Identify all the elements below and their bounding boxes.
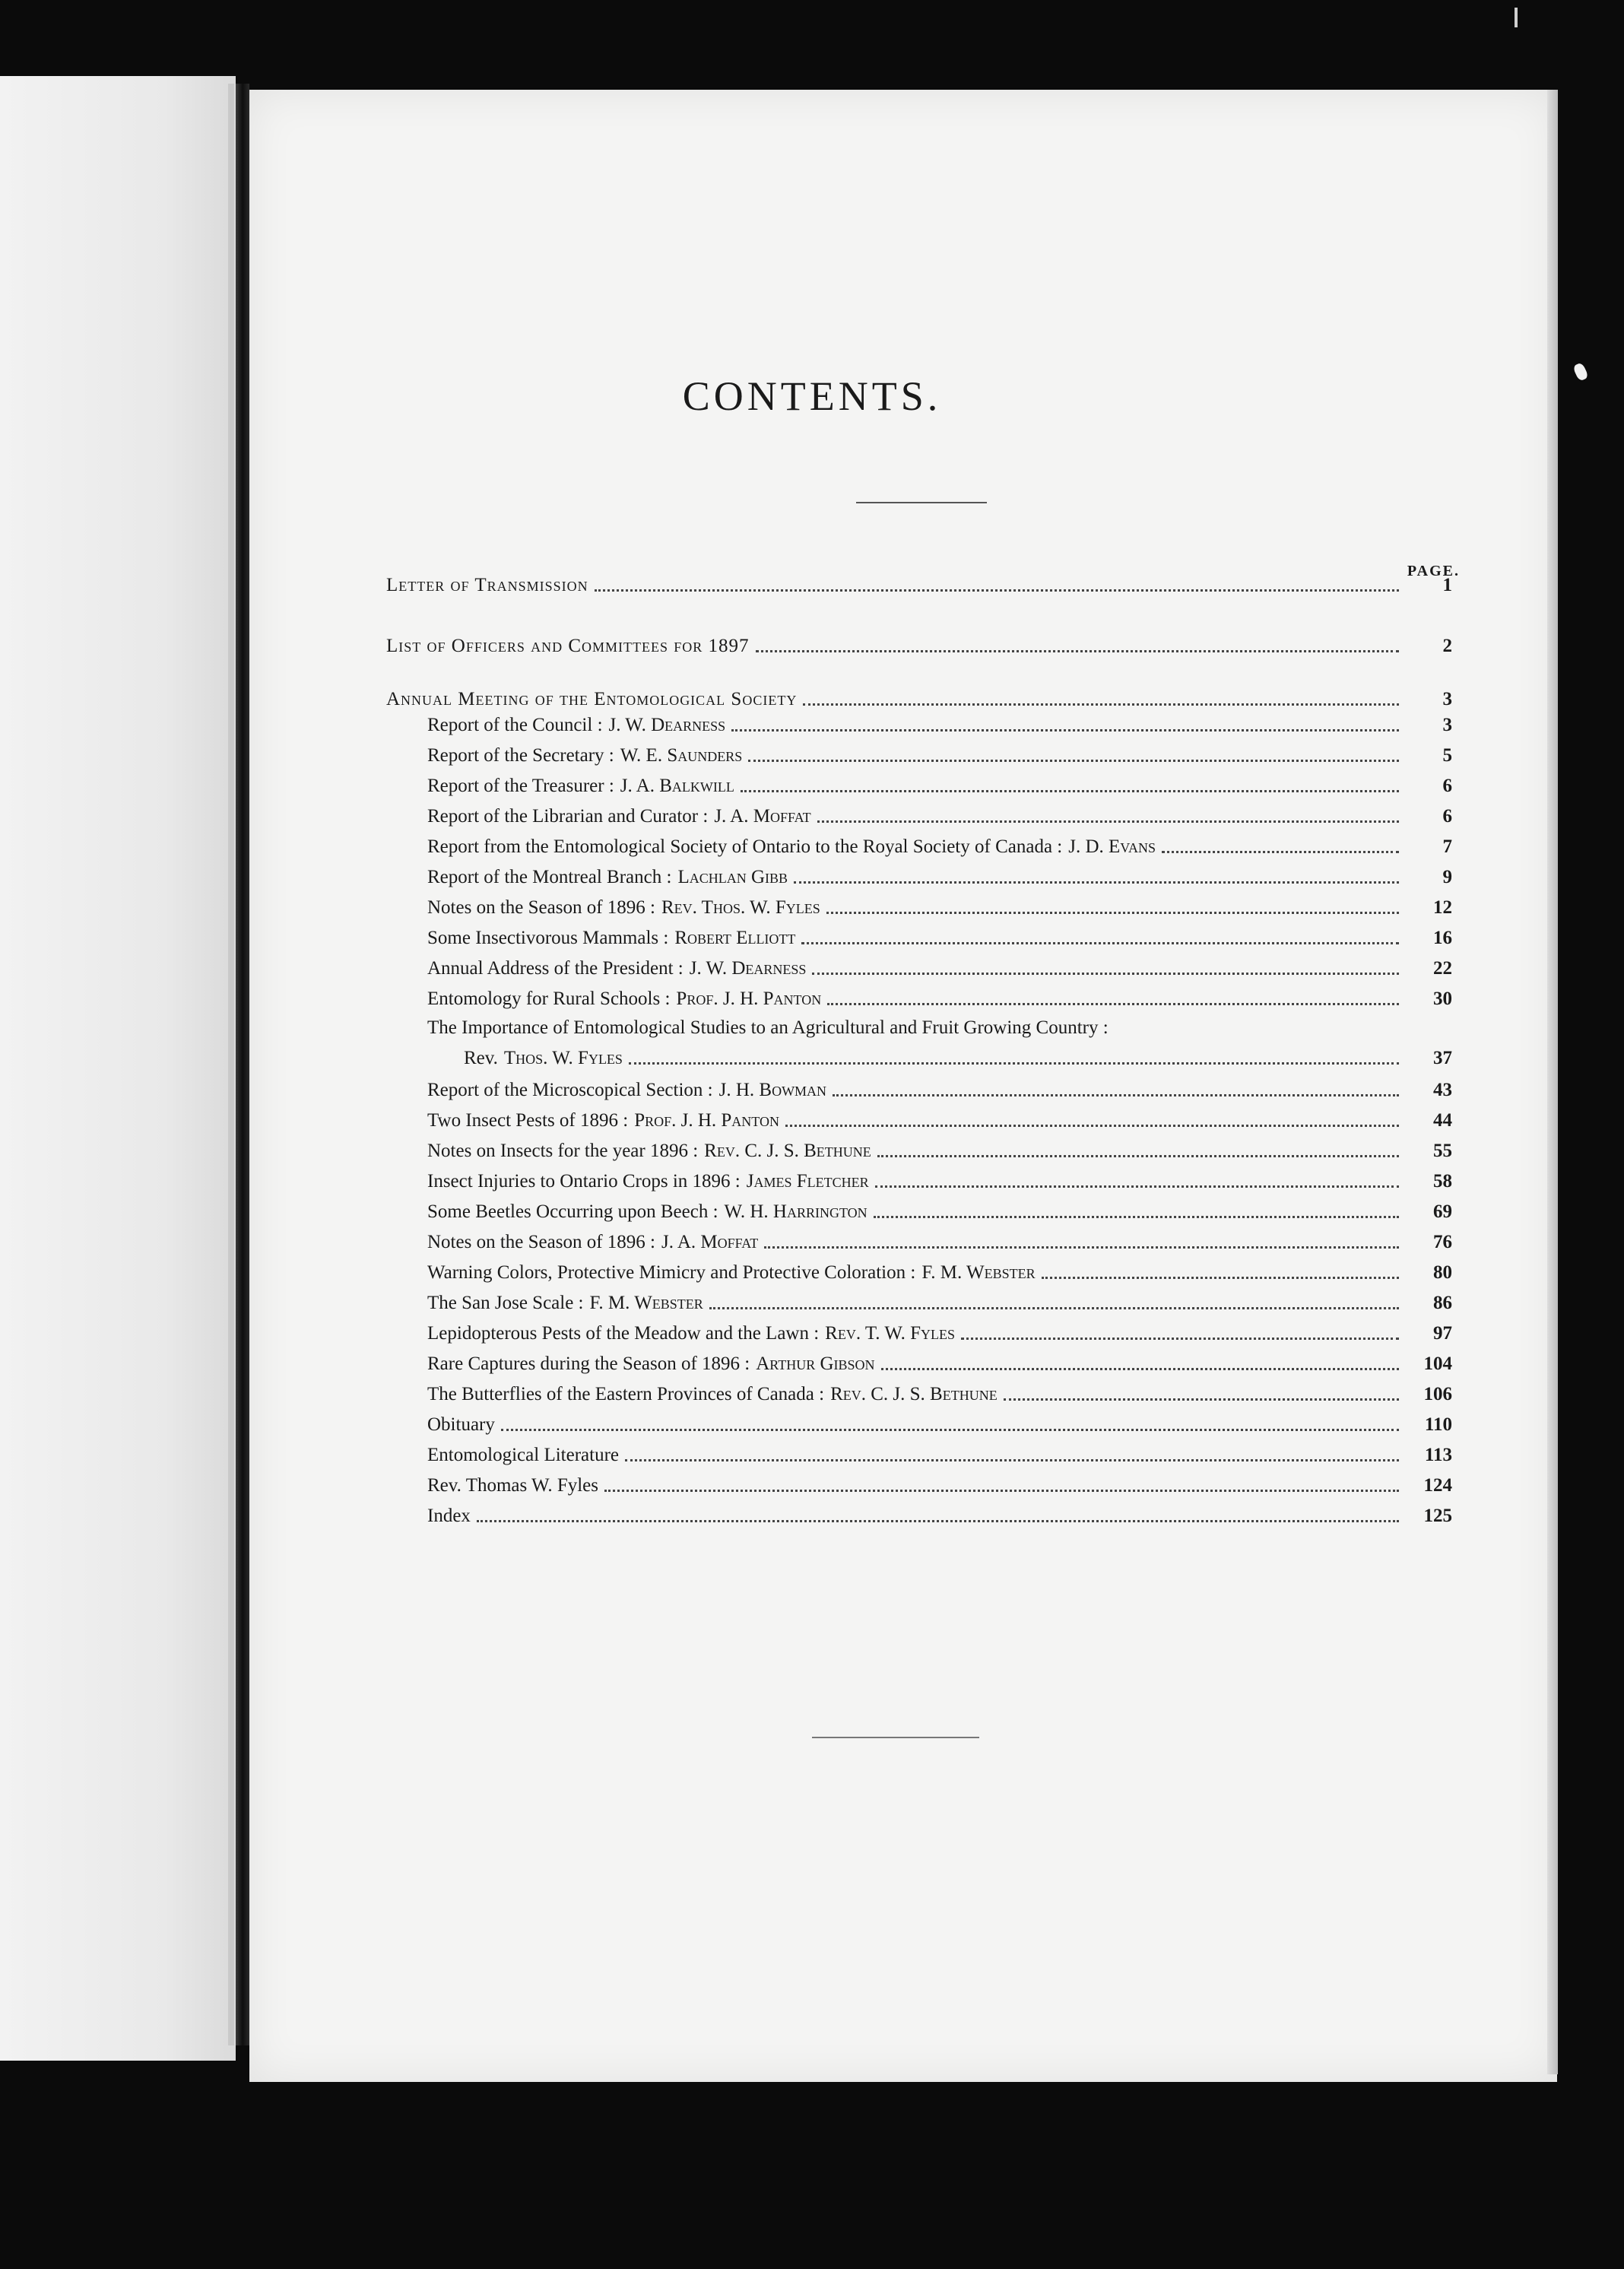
toc-entry-author: Rev. C. J. S. Bethune (830, 1384, 998, 1404)
page-title: CONTENTS. (682, 373, 942, 419)
toc-entry-title: Notes on the Season of 1896 : (427, 897, 655, 918)
toc-entry-title: Letter of Transmission (386, 575, 588, 595)
toc-entry-author: W. H. Harrington (724, 1201, 868, 1222)
toc-entry-title: Rev. Thomas W. Fyles (427, 1475, 599, 1496)
dot-leader (794, 881, 1399, 884)
toc-entry-page: 86 (1433, 1293, 1452, 1313)
toc-entry (427, 1290, 1452, 1315)
dot-leader (875, 1185, 1399, 1188)
dot-leader (709, 1307, 1399, 1309)
toc-entry (427, 1259, 1452, 1285)
toc-entry-author: J. W. Dearness (689, 958, 807, 979)
toc-entry-page: 44 (1433, 1110, 1452, 1131)
toc-entry-title: Two Insect Pests of 1896 : (427, 1110, 629, 1131)
toc-entry-page: 110 (1424, 1414, 1452, 1435)
toc-entry-page: 1 (1442, 575, 1452, 595)
dot-leader (1042, 1277, 1399, 1279)
toc-entry-page: 69 (1433, 1201, 1452, 1222)
toc-entry-title: Warning Colors, Protective Mimicry and Protective Coloration : (427, 1262, 916, 1283)
toc-entry-page: 7 (1442, 836, 1452, 857)
toc-entry-title: Rev. (464, 1048, 498, 1068)
toc-entry-page: 3 (1442, 715, 1452, 735)
toc-entry (386, 633, 1452, 658)
page-column-label: PAGE. (1407, 563, 1460, 579)
toc-entry-title: Report of the Montreal Branch : (427, 867, 672, 887)
toc-entry-page: 55 (1433, 1141, 1452, 1161)
toc-entry (464, 1045, 1452, 1071)
toc-entry-title: Annual Address of the President : (427, 958, 684, 979)
toc-entry (427, 1350, 1452, 1376)
dot-leader (801, 942, 1399, 944)
toc-entry-author: J. W. Dearness (608, 715, 726, 735)
toc-entry (427, 1381, 1452, 1407)
toc-entry-page: 6 (1442, 806, 1452, 827)
toc-entry-author: Arthur Gibson (756, 1353, 875, 1374)
toc-entry-page: 104 (1423, 1353, 1452, 1374)
toc-entry-title: Rare Captures during the Season of 1896 : (427, 1353, 750, 1374)
toc-entry (427, 1138, 1452, 1163)
toc-entry-page: 12 (1433, 897, 1452, 918)
toc-entry-page: 9 (1442, 867, 1452, 887)
toc-entry (427, 925, 1452, 950)
toc-entry-page: 97 (1433, 1323, 1452, 1344)
toc-entry (427, 1229, 1452, 1255)
toc-entry-title: Obituary (427, 1414, 495, 1435)
toc-entry-title: Report of the Librarian and Curator : (427, 806, 709, 827)
toc-entry-title: Report of the Council : (427, 715, 603, 735)
dot-leader (785, 1125, 1399, 1127)
toc-entry-title: Insect Injuries to Ontario Crops in 1896 : (427, 1171, 741, 1192)
toc-entry (427, 712, 1452, 738)
toc-entry-title: Notes on Insects for the year 1896 : (427, 1141, 699, 1161)
toc-entry (427, 1442, 1452, 1468)
dot-leader (833, 1094, 1399, 1096)
dot-leader (961, 1338, 1399, 1340)
toc-entry-page: 113 (1424, 1445, 1452, 1465)
dot-leader (501, 1429, 1399, 1431)
toc-entry-page: 125 (1423, 1506, 1452, 1526)
dot-leader (826, 912, 1399, 914)
toc-entry-page: 37 (1433, 1048, 1452, 1068)
toc-entry-author: Lachlan Gibb (677, 867, 788, 887)
toc-entry (427, 1411, 1452, 1437)
toc-entry-author: Rev. Thos. W. Fyles (661, 897, 820, 918)
toc-entry-title: List of Officers and Committees for 1897 (386, 636, 750, 656)
toc-entry-title: Report from the Entomological Society of Ontario to the Royal Society of Canada : (427, 836, 1063, 857)
toc-entry (427, 985, 1452, 1011)
toc-entry (427, 1198, 1452, 1224)
dot-leader (803, 703, 1399, 706)
title-rule (856, 502, 987, 503)
toc-entry (427, 1320, 1452, 1346)
toc-entry-title: Lepidopterous Pests of the Meadow and the Lawn : (427, 1323, 820, 1344)
dot-leader (1162, 851, 1399, 853)
dot-leader (756, 650, 1399, 652)
toc-entry-page: 22 (1433, 958, 1452, 979)
toc-entry-title: Notes on the Season of 1896 : (427, 1232, 655, 1252)
toc-entry-title: Report of the Treasurer : (427, 776, 614, 796)
toc-entry (427, 1503, 1452, 1528)
toc-entry-author: J. A. Moffat (714, 806, 811, 827)
toc-entry-page: 5 (1442, 745, 1452, 766)
toc-entry (427, 864, 1452, 890)
toc-entry-page: 43 (1433, 1080, 1452, 1100)
toc-entry-page: 3 (1442, 689, 1452, 709)
toc-entry-author: J. H. Bowman (718, 1080, 827, 1100)
toc-entry-title: Index (427, 1506, 471, 1526)
toc-entry-page: 80 (1433, 1262, 1452, 1283)
toc-entry-title: Report of the Secretary : (427, 745, 614, 766)
toc-entry (427, 1107, 1452, 1133)
toc-entry-author: W. E. Saunders (620, 745, 743, 766)
toc-entry-title: Report of the Microscopical Section : (427, 1080, 713, 1100)
toc-entry-title: Some Beetles Occurring upon Beech : (427, 1201, 718, 1222)
toc-entry-title: Entomological Literature (427, 1445, 619, 1465)
bottom-rule (812, 1737, 979, 1738)
dot-leader (748, 760, 1399, 762)
toc-entry-title: Some Insectivorous Mammals : (427, 928, 669, 948)
toc-entry-author: F. M. Webster (589, 1293, 703, 1313)
toc-entry (386, 686, 1452, 712)
toc-entry (427, 894, 1452, 920)
toc-entry-author: F. M. Webster (921, 1262, 1036, 1283)
toc-entry-page: 30 (1433, 989, 1452, 1009)
dot-leader (477, 1520, 1399, 1522)
toc-entry-page: 58 (1433, 1171, 1452, 1192)
dot-leader (595, 589, 1399, 592)
dot-leader (741, 790, 1399, 792)
toc-entry (427, 1168, 1452, 1194)
toc-entry-author: J. A. Balkwill (620, 776, 734, 796)
toc-entry-title: The Importance of Entomological Studies to an Agricultural and Fruit Growing Country : (427, 1017, 1109, 1038)
dot-leader (731, 729, 1399, 731)
toc-entry (427, 803, 1452, 829)
toc-entry-author: Rev. T. W. Fyles (825, 1323, 956, 1344)
dot-leader (625, 1459, 1399, 1461)
dot-leader (1004, 1398, 1399, 1401)
toc-entry-title: Annual Meeting of the Entomological Society (386, 689, 798, 709)
toc-entry (427, 742, 1452, 768)
dot-leader (877, 1155, 1399, 1157)
toc-entry-page: 2 (1442, 636, 1452, 656)
dot-leader (881, 1368, 1399, 1370)
toc-entry-author: Thos. W. Fyles (503, 1048, 623, 1068)
toc-entry-author: Robert Elliott (674, 928, 796, 948)
dot-leader (827, 1003, 1399, 1005)
toc-entry (427, 955, 1452, 981)
toc-entry-title: Entomology for Rural Schools : (427, 989, 671, 1009)
toc-entry-page: 76 (1433, 1232, 1452, 1252)
toc-entry-page: 106 (1423, 1384, 1452, 1404)
dot-leader (812, 973, 1399, 975)
toc-entry-page: 6 (1442, 776, 1452, 796)
toc-entry-page: 124 (1423, 1475, 1452, 1496)
scan-speck (1515, 8, 1518, 27)
toc-entry (386, 572, 1452, 598)
toc-entry-author: J. A. Moffat (661, 1232, 759, 1252)
toc-entry (427, 1472, 1452, 1498)
toc-entry (427, 833, 1452, 859)
dot-leader (764, 1246, 1399, 1249)
toc-entry (427, 1014, 1452, 1040)
dot-leader (629, 1062, 1399, 1065)
toc-entry-title: The Butterflies of the Eastern Provinces of Canada : (427, 1384, 825, 1404)
toc-entry-author: Rev. C. J. S. Bethune (704, 1141, 871, 1161)
toc-entry-author: James Fletcher (746, 1171, 869, 1192)
toc-entry (427, 773, 1452, 798)
toc-entry-author: J. D. Evans (1068, 836, 1156, 857)
toc-entry-page: 16 (1433, 928, 1452, 948)
toc-entry-author: Prof. J. H. Panton (634, 1110, 779, 1131)
toc-entry-author: Prof. J. H. Panton (676, 989, 822, 1009)
toc-entry (427, 1077, 1452, 1103)
toc-entry-title: The San Jose Scale : (427, 1293, 584, 1313)
dot-leader (817, 820, 1399, 823)
dot-leader (874, 1216, 1399, 1218)
dot-leader (604, 1490, 1399, 1492)
